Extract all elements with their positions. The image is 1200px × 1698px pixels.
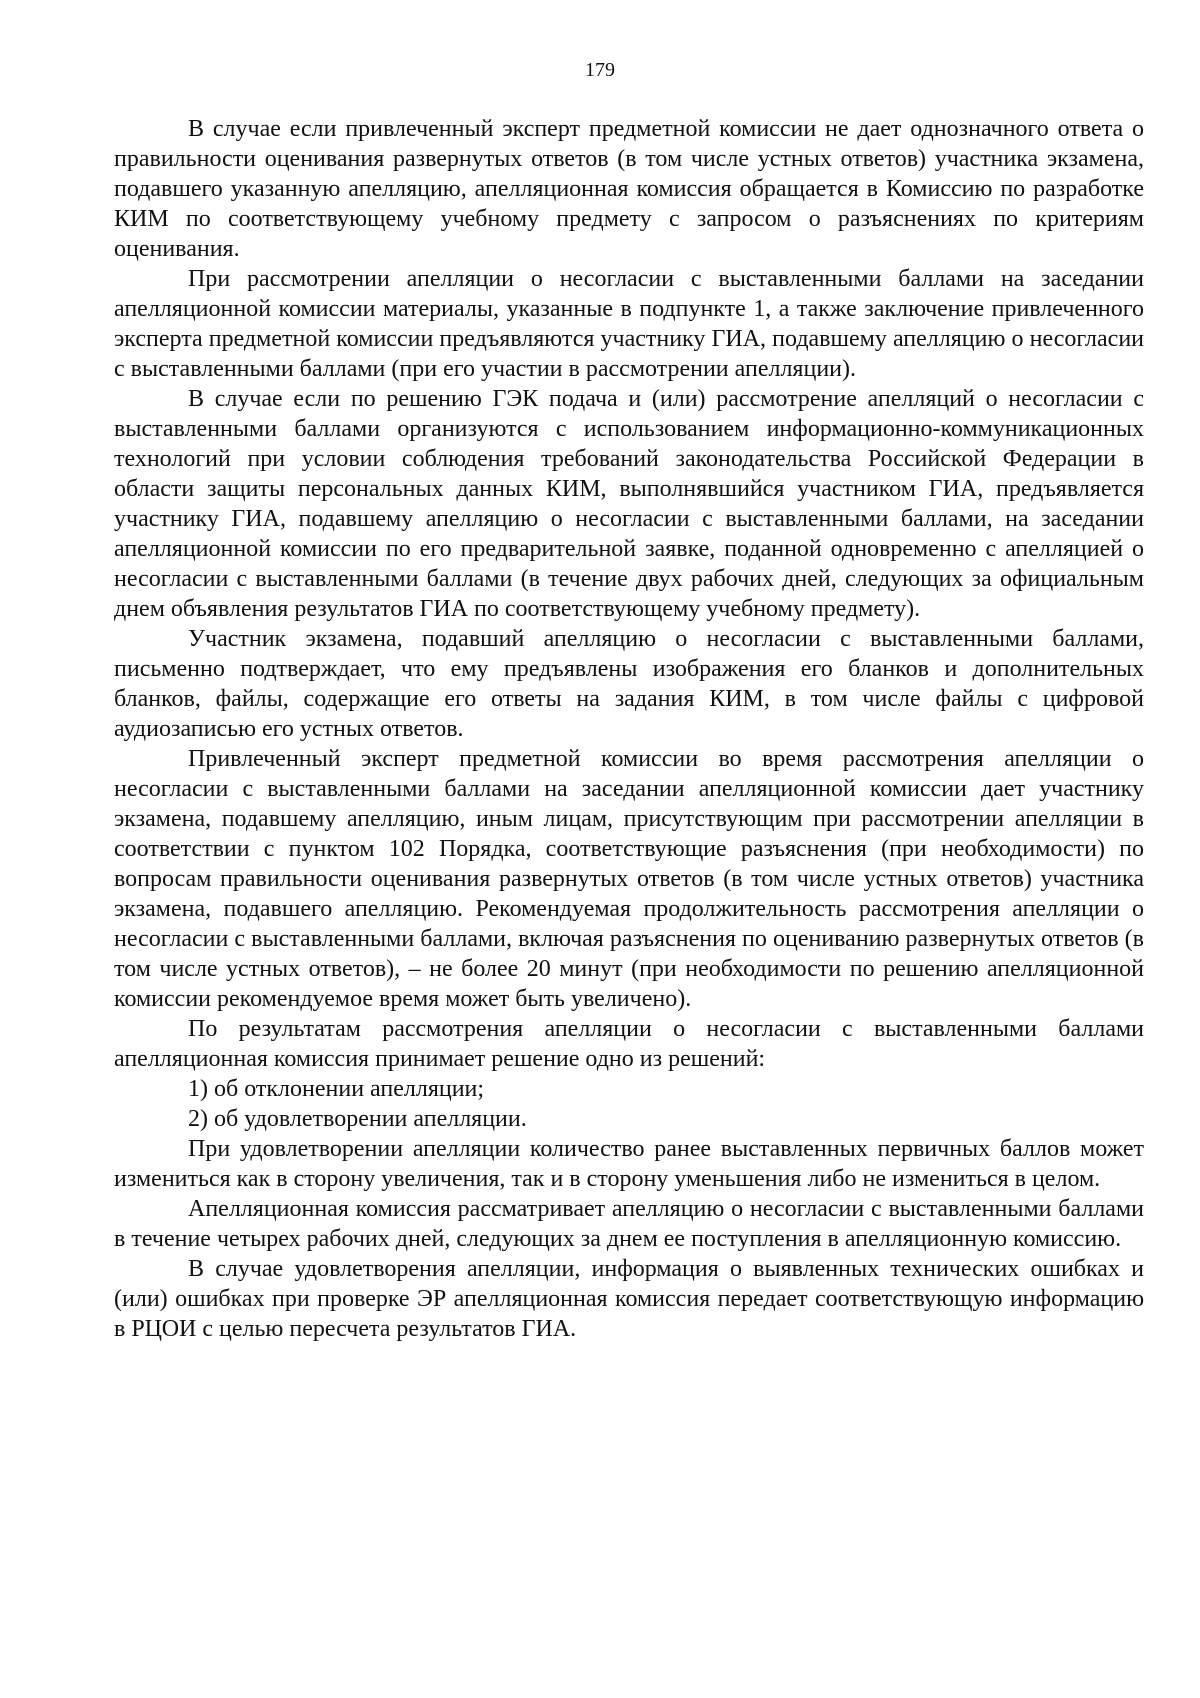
list-item-satisfaction: 2) об удовлетворении апелляции. [188, 1106, 527, 1132]
paragraph-rcoi-transfer: В случае удовлетворения апелляции, информация о выявленных технических ошибках и (или) ошибках при проверке ЭР апелляционная комиссия передает соответствующую информацию в РЦОИ с целью пересчета результатов ГИА. [114, 1256, 1144, 1342]
page-number: 179 [585, 59, 615, 81]
paragraph-decision-options: По результатам рассмотрения апелляции о несогласии с выставленными баллами апелляционная комиссия принимает решение одно из решений: [114, 1016, 1144, 1072]
paragraph-participant-confirmation: Участник экзамена, подавший апелляцию о несогласии с выставленными баллами, письменно подтверждает, что ему предъявлены изображения его бланков и дополнительных бланков, файлы, содержащие его ответы на задания КИМ, в том числе файлы с цифровой аудиозаписью его устных ответов. [114, 626, 1144, 742]
list-item-rejection: 1) об отклонении апелляции; [188, 1076, 485, 1102]
paragraph-review-term: Апелляционная комиссия рассматривает апелляцию о несогласии с выставленными баллами в течение четырех рабочих дней, следующих за днем ее поступления в апелляционную комиссию. [114, 1196, 1144, 1252]
paragraph-remote-review: В случае если по решению ГЭК подача и (или) рассмотрение апелляций о несогласии с выставленными баллами организуются с использованием информационно-коммуникационных технологий при условии соблюдения требований законодательства Российской Федерации в области защиты персональных данных КИМ, выполнявшийся участником ГИА, предъявляется участнику ГИА, подавшему апелляцию о несогласии с выставленными баллами, на заседании апелляционной комиссии по его предварительной заявке, поданной одновременно с апелляцией о несогласии с выставленными баллами (в течение двух рабочих дней, следующих за официальным днем объявления результатов ГИА по соответствующему учебному предмету). [114, 386, 1144, 622]
paragraph-materials-presented: При рассмотрении апелляции о несогласии с выставленными баллами на заседании апелляционной комиссии материалы, указанные в подпункте 1, а также заключение привлеченного эксперта предметной комиссии предъявляются участнику ГИА, подавшему апелляцию о несогласии с выставленными баллами (при его участии в рассмотрении апелляции). [114, 266, 1144, 382]
paragraph-expert-clarification: В случае если привлеченный эксперт предметной комиссии не дает однозначного ответа о правильности оценивания развернутых ответов (в том числе устных ответов) участника экзамена, подавшего указанную апелляцию, апелляционная комиссия обращается в Комиссию по разработке КИМ по соответствующему учебному предмету с запросом о разъяснениях по критериям оценивания. [114, 116, 1144, 262]
paragraph-expert-explanations: Привлеченный эксперт предметной комиссии во время рассмотрения апелляции о несогласии с выставленными баллами на заседании апелляционной комиссии дает участнику экзамена, подавшему апелляцию, иным лицам, присутствующим при рассмотрении апелляции в соответствии с пунктом 102 Порядка, соответствующие разъяснения (при необходимости) по вопросам правильности оценивания развернутых ответов (в том числе устных ответов) участника экзамена, подавшего апелляцию. Рекомендуемая продолжительность рассмотрения апелляции о несогласии с выставленными баллами, включая разъяснения по оцениванию развернутых ответов (в том числе устных ответов), – не более 20 минут (при необходимости по решению апелляционной комиссии рекомендуемое время может быть увеличено). [114, 746, 1144, 1012]
document-body [114, 114, 1144, 1344]
paragraph-score-change: При удовлетворении апелляции количество ранее выставленных первичных баллов может измениться как в сторону увеличения, так и в сторону уменьшения либо не измениться в целом. [114, 1136, 1144, 1192]
